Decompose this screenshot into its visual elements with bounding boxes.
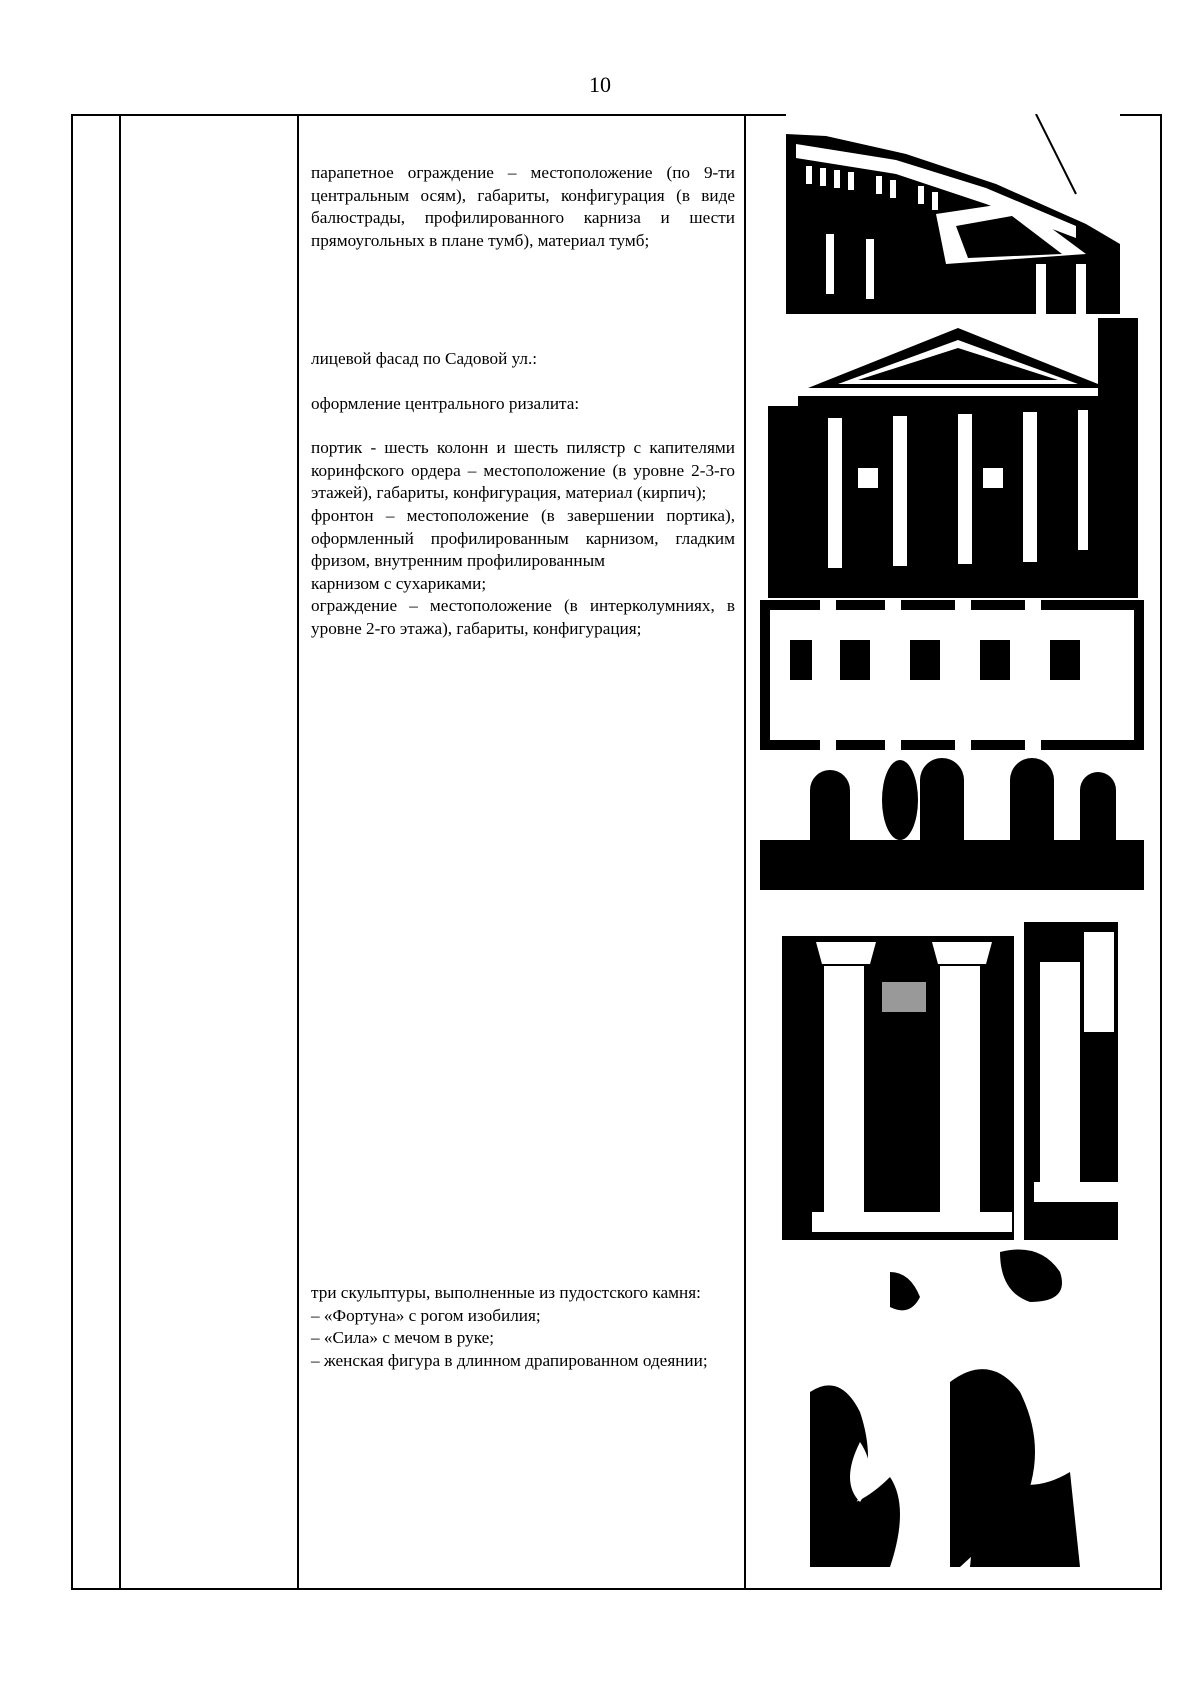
paragraph-risalit: оформление центрального ризалита:	[311, 393, 580, 413]
list-item-fortuna: – «Фортуна» с рогом изобилия;	[311, 1305, 541, 1325]
paragraph-facade-heading: лицевой фасад по Садовой ул.:	[311, 349, 538, 368]
page-number: 10	[589, 72, 611, 97]
list-item-female-figure: – женская фигура в длинном драпированном одеянии;	[311, 1350, 708, 1370]
column-divider-1	[119, 114, 121, 1590]
photo-columns-right	[1024, 922, 1118, 1240]
photo-facade	[760, 600, 1144, 890]
paragraph-portico: портик - шесть колонн и шесть пилястр с капителями коринфского ордера – местоположение (в уровне 2-3-го этажей), габариты, конфигурация, материал (кирпич);	[311, 438, 735, 503]
paragraph-railing: ограждение – местоположение (в интерколумниях, в уровне 2-го этажа), габариты, конфигурация;	[311, 596, 735, 638]
list-item-sila: – «Сила» с мечом в руке;	[311, 1328, 495, 1348]
column-divider-2	[297, 114, 299, 1590]
paragraph-pediment: фронтон – местоположение (в завершении портика), оформленный профилированным карнизом, гладким фризом, внутренним профилированным	[311, 505, 735, 571]
photo-pediment	[768, 318, 1138, 598]
text-block-parapet	[311, 162, 735, 252]
text-block-sculptures	[311, 1282, 735, 1372]
paragraph-pediment-cont: карнизом с сухариками;	[311, 573, 487, 593]
photo-parapet	[786, 114, 1120, 314]
text-block-facade	[311, 348, 735, 641]
paragraph-parapet: парапетное ограждение – местоположение (по 9-ти центральным осям), габариты, конфигурация (в виде балюстрады, профилированного карниза и шести прямоугольных в плане тумб), материал тумб;	[311, 163, 735, 250]
photo-columns-left	[782, 922, 1014, 1240]
photo-sculptures	[800, 1242, 1130, 1567]
column-divider-3	[744, 114, 746, 1590]
paragraph-sculptures: три скульптуры, выполненные из пудостского камня:	[311, 1283, 701, 1302]
